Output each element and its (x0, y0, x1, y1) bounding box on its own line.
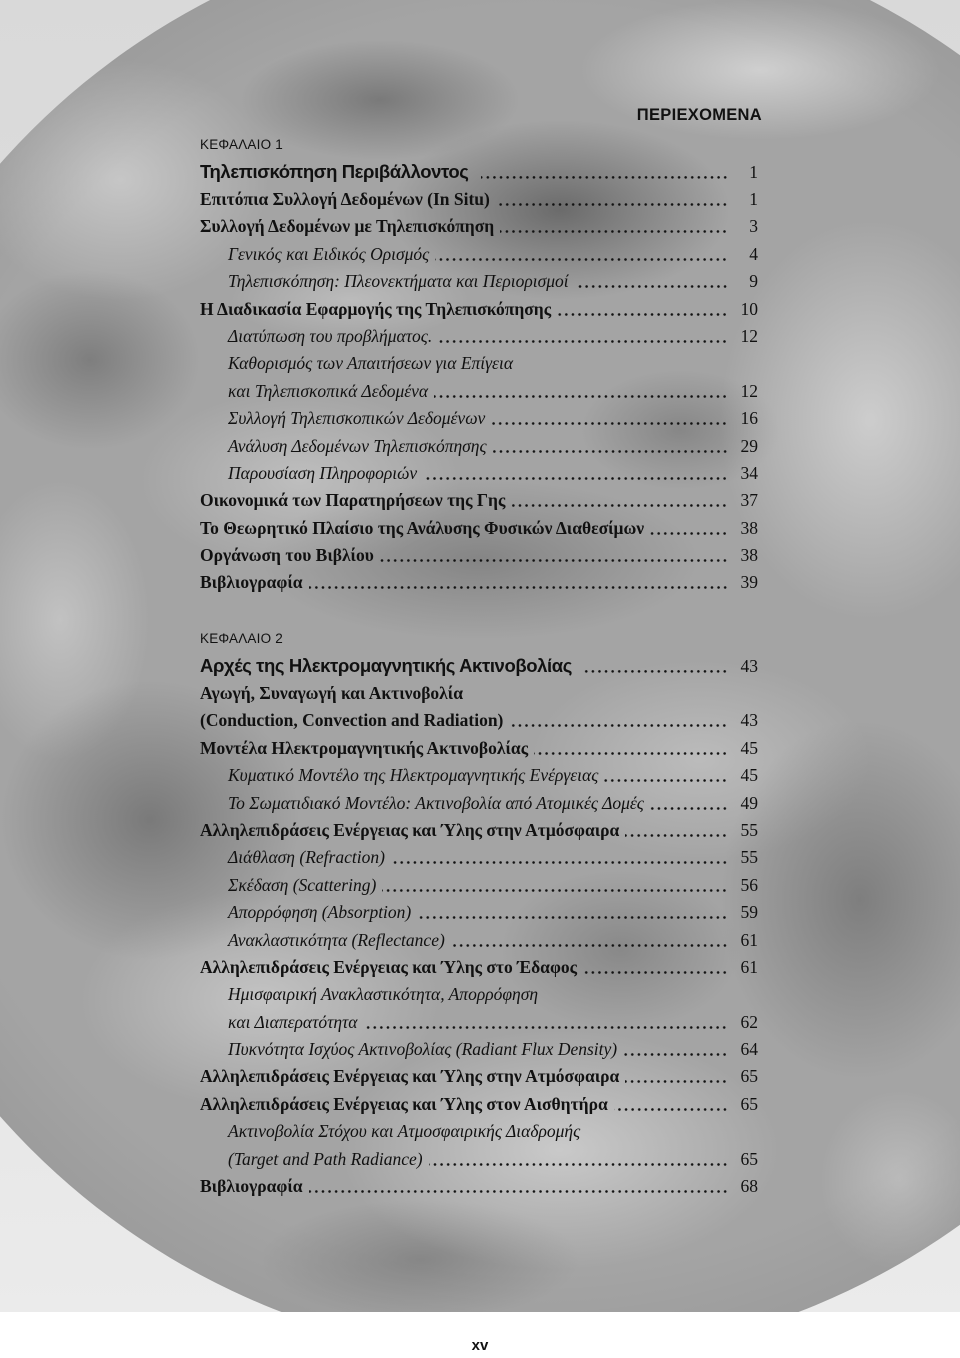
dot-leader (511, 487, 728, 514)
toc-entry (200, 954, 758, 981)
toc-entry (200, 487, 758, 514)
dot-leader (604, 762, 728, 789)
dot-leader (380, 542, 728, 569)
dot-leader (650, 515, 728, 542)
dot-leader (491, 405, 728, 432)
toc-entry-title: Κυματικό Μοντέλο της Ηλεκτρομαγνητικής Ενέργειας (228, 765, 599, 786)
toc-entry-title: Τηλεπισκόπηση: Πλεονεκτήματα και Περιορισμοί (228, 271, 569, 292)
toc-page-number: 29 (740, 435, 758, 456)
dot-leader (309, 1173, 728, 1200)
toc-entry-title: Παρουσίαση Πληροφοριών (228, 462, 418, 483)
dot-leader (500, 213, 728, 240)
dot-leader (583, 954, 728, 981)
toc-page-number: 37 (740, 490, 758, 511)
toc-subentry (200, 790, 758, 817)
toc-entry-title: Επιτόπια Συλλογή Δεδομένων (In Situ) (200, 189, 490, 209)
toc-page-number: 12 (740, 325, 758, 346)
dot-leader (496, 186, 728, 213)
toc-subentry (200, 378, 758, 405)
toc-page-number: 55 (740, 819, 758, 840)
toc-entry-title: Αγωγή, Συναγωγή και Ακτινοβολία (200, 683, 463, 703)
dot-leader (625, 817, 728, 844)
toc-entry-title: Οικονομικά των Παρατηρήσεων της Γης (200, 490, 506, 511)
toc-subentry (200, 1036, 758, 1063)
dot-leader (534, 735, 728, 762)
dot-leader (451, 927, 728, 954)
toc-page-number: 43 (740, 656, 758, 676)
dot-leader (584, 652, 728, 680)
toc-page-number: 68 (740, 1176, 758, 1197)
toc-page-number: 34 (740, 462, 758, 483)
dot-leader (429, 1146, 728, 1173)
toc-subentry (200, 762, 758, 789)
toc-subentry (200, 268, 758, 295)
toc-subentry (200, 460, 758, 487)
toc-entry-title: Μοντέλα Ηλεκτρομαγνητικής Ακτινοβολίας (200, 737, 529, 758)
dot-leader (575, 268, 728, 295)
toc-entry-title: (Conduction, Convection and Radiation) (200, 710, 504, 731)
dot-leader (382, 872, 728, 899)
toc-entry-title: Αλληλεπιδράσεις Ενέργειας και Ύλης στην Ατμόσφαιρα (200, 819, 620, 840)
toc-page-number: 61 (740, 929, 758, 950)
toc-page-number: 65 (740, 1093, 758, 1114)
toc-subentry (200, 872, 758, 899)
chapter-title-row (200, 158, 758, 186)
toc-page-number: 1 (749, 189, 758, 209)
dot-leader (614, 1091, 728, 1118)
chapter-label: ΚΕΦΑΛΑΙΟ 2 (200, 631, 283, 646)
dot-leader (625, 1063, 728, 1090)
toc-subentry (200, 899, 758, 926)
toc-entry-title: Ανακλαστικότητα (Reflectance) (228, 929, 445, 950)
toc-page-number: 64 (740, 1039, 758, 1060)
dot-leader (423, 460, 728, 487)
toc-entry (200, 515, 758, 542)
toc-entry-title: Διατύπωση του προβλήματος. (228, 325, 433, 346)
toc-entry (200, 735, 758, 762)
toc-page-number: 62 (740, 1011, 758, 1032)
chapter-title: Αρχές της Ηλεκτρομαγνητικής Ακτινοβολίας (200, 655, 572, 676)
toc-subentry (200, 927, 758, 954)
toc-page-number: 65 (740, 1148, 758, 1169)
dot-leader (435, 241, 728, 268)
toc-entry-title: Οργάνωση του Βιβλίου (200, 545, 374, 566)
toc-entry-title: Διάθλαση (Refraction) (228, 847, 385, 868)
toc-entry (200, 1063, 758, 1090)
toc-entry (200, 1173, 758, 1200)
toc-subentry (200, 1118, 758, 1145)
toc-entry (200, 186, 758, 213)
toc-entry-title: Αλληλεπιδράσεις Ενέργειας και Ύλης στο Έδαφος (200, 956, 577, 977)
chapter-title-row (200, 652, 758, 680)
toc-subentry (200, 433, 758, 460)
contents-heading: ΠΕΡΙΕΧΟΜΕΝΑ (636, 106, 762, 124)
toc-subentry (200, 844, 758, 871)
toc-entry-title: Η Διαδικασία Εφαρμογής της Τηλεπισκόπησης (200, 298, 552, 319)
toc-subentry (200, 350, 758, 377)
dot-leader (493, 433, 728, 460)
chapter-section (200, 132, 758, 597)
toc-page-number: 55 (740, 847, 758, 868)
toc-page-number: 59 (740, 902, 758, 923)
chapter-label: ΚΕΦΑΛΑΙΟ 1 (200, 137, 283, 152)
dot-leader (650, 790, 728, 817)
toc-entry-title: Γενικός και Ειδικός Ορισμός (228, 243, 430, 264)
toc-page-number: 16 (740, 408, 758, 429)
toc-page-number: 9 (749, 271, 758, 292)
dot-leader (391, 844, 728, 871)
toc-subentry (200, 405, 758, 432)
toc-entry-title: Το Θεωρητικό Πλαίσιο της Ανάλυσης Φυσικών Διαθεσίμων (200, 517, 645, 538)
toc-page-number: 43 (740, 710, 758, 731)
toc-entry (200, 542, 758, 569)
toc-page-number: 49 (740, 792, 758, 813)
toc-entry-title: Ημισφαιρική Ανακλαστικότητα, Απορρόφηση (228, 984, 539, 1005)
dot-leader (623, 1036, 728, 1063)
dot-leader (417, 899, 728, 926)
toc-entry (200, 707, 758, 734)
toc-page-number: 10 (740, 298, 758, 319)
toc-subentry (200, 241, 758, 268)
toc-entry-title: Σκέδαση (Scattering) (228, 874, 377, 895)
toc-page-number: 39 (740, 572, 758, 593)
toc-entry-title: Αλληλεπιδράσεις Ενέργειας και Ύλης στον Αισθητήρα (200, 1093, 608, 1114)
toc-subentry (200, 323, 758, 350)
toc-entry-title: Απορρόφηση (Absorption) (228, 902, 412, 923)
toc-page-number: 61 (740, 956, 758, 977)
toc-entry-title: Συλλογή Δεδομένων με Τηλεπισκόπηση (200, 216, 495, 237)
toc-page-number: 56 (740, 874, 758, 895)
dot-leader (309, 569, 728, 596)
toc-entry (200, 569, 758, 596)
dot-leader (481, 158, 729, 186)
toc-entry (200, 296, 758, 323)
dot-leader (363, 1009, 728, 1036)
toc-entry (200, 817, 758, 844)
toc-entry-title: Αλληλεπιδράσεις Ενέργειας και Ύλης στην Ατμόσφαιρα (200, 1066, 620, 1087)
toc-subentry (200, 1146, 758, 1173)
toc-page-number: 45 (740, 765, 758, 786)
toc-page-number: 45 (740, 737, 758, 758)
page-number: xv (471, 1337, 489, 1354)
chapter-title: Τηλεπισκόπηση Περιβάλλοντος (200, 161, 469, 182)
toc-entry-title: Βιβλιογραφία (200, 572, 303, 593)
toc-page-number: 12 (740, 380, 758, 401)
toc-entry-title: Ανάλυση Δεδομένων Τηλεπισκόπησης (228, 435, 487, 456)
toc-entry-title: Ακτινοβολία Στόχου και Ατμοσφαιρικής Διαδρομής (228, 1121, 581, 1142)
toc-page-number: 1 (749, 162, 758, 182)
toc-entry (200, 680, 758, 707)
chapter-section (200, 626, 758, 1200)
toc-entry-title: Καθορισμός των Απαιτήσεων για Επίγεια (228, 353, 513, 374)
toc-page-number: 4 (749, 243, 758, 264)
toc-page-number: 38 (740, 517, 758, 538)
toc-entry (200, 1091, 758, 1118)
dot-leader (557, 296, 728, 323)
toc-entry-title: Το Σωματιδιακό Μοντέλο: Ακτινοβολία από Ατομικές Δομές (228, 792, 644, 813)
toc-entry-title: (Target and Path Radiance) (228, 1148, 423, 1169)
dot-leader (509, 707, 728, 734)
toc-entry-title: Συλλογή Τηλεπισκοπικών Δεδομένων (228, 408, 486, 429)
toc-subentry (200, 981, 758, 1008)
toc-entry-title: Πυκνότητα Ισχύος Ακτινοβολίας (Radiant Flux Density) (228, 1039, 618, 1060)
toc-page-number: 38 (740, 545, 758, 566)
toc-entry-title: και Διαπερατότητα (228, 1011, 358, 1032)
toc-entry-title: Βιβλιογραφία (200, 1176, 303, 1197)
dot-leader (434, 378, 728, 405)
toc-page-number: 65 (740, 1066, 758, 1087)
toc-entry (200, 213, 758, 240)
toc-page-number: 3 (749, 216, 758, 237)
toc-subentry (200, 1009, 758, 1036)
dot-leader (438, 323, 728, 350)
toc-entry-title: και Τηλεπισκοπικά Δεδομένα (228, 380, 429, 401)
